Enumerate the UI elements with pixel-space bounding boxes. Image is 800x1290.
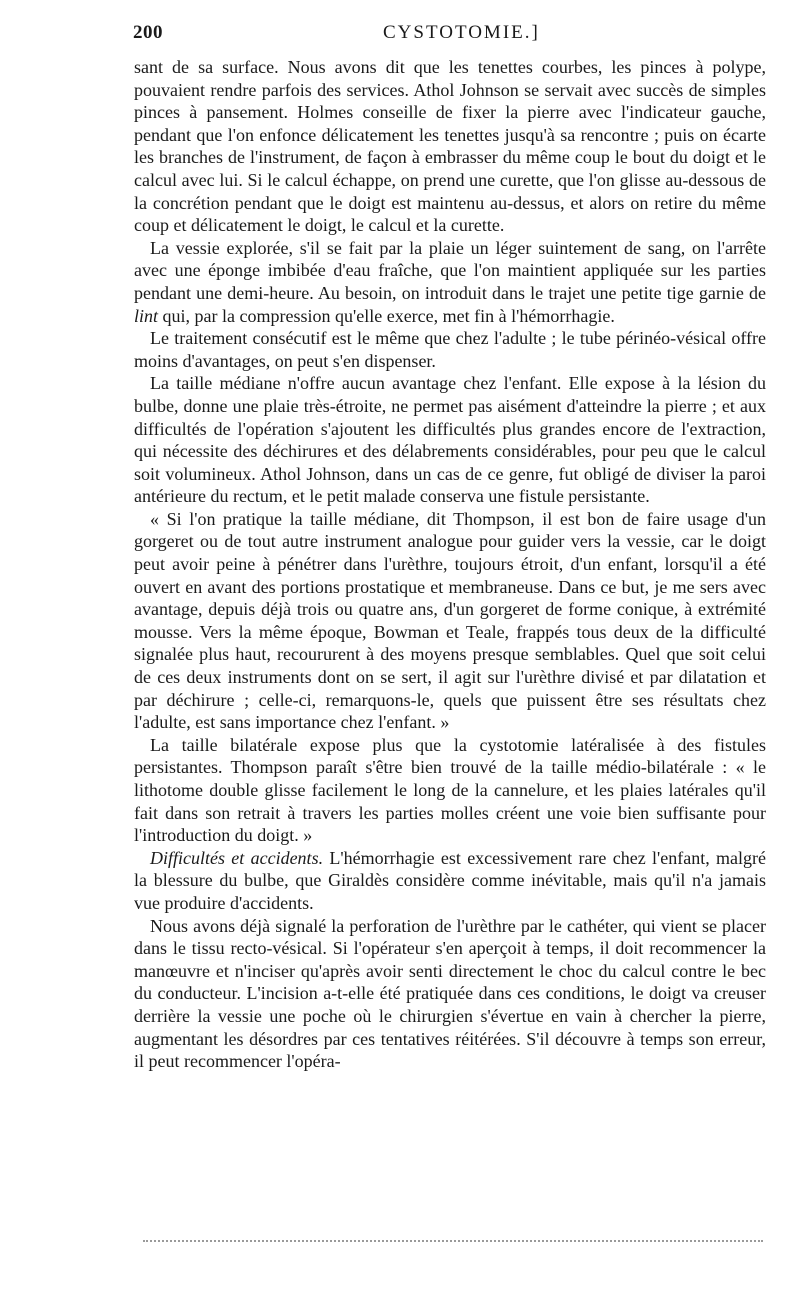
running-title: CYSTOTOMIE.] <box>383 22 540 43</box>
paragraph-text: La taille bilatérale expose plus que la cystotomie latéralisée à des fistules persistantes. Thompson paraît s'être bien trouvé de la taille médio-bilatérale : « le lithotome double glisse facilement le long de la cannelure, et les plaies latérales qu'il fait dans son retrait à travers les parties molles créent une voie bien suffisante pour l'introduction du doigt. » <box>134 734 766 846</box>
section-paragraph <box>134 847 766 915</box>
paragraph-text: L'hémorrhagie est excessivement rare chez l'enfant, malgré la blessure du bulbe, que Giraldès considère comme inévitable, mais qu'il n'a jamais vue produire d'accidents. <box>134 847 767 913</box>
paragraph-text: La vessie explorée, s'il se fait par la plaie un léger suintement de sang, on l'arrête avec une éponge imbibée d'eau fraîche, que l'on maintient appliquée sur les parties pendant une demi-heure. Au besoin, on introduit dans le trajet une petite tige garnie de <box>134 237 766 303</box>
paragraph <box>134 372 766 508</box>
paragraph <box>134 734 766 847</box>
page-number: 200 <box>133 22 163 43</box>
paragraph <box>134 237 766 327</box>
quotation-paragraph <box>134 508 766 734</box>
paragraph-text: Nous avons déjà signalé la perforation de l'urèthre par le cathéter, qui vient se placer dans le tissu recto-vésical. Si l'opérateur s'en aperçoit à temps, il doit recommencer la manœuvre et n'inciser qu'après avoir senti directement le choc du calcul contre le bec du conducteur. L'incision a-t-elle été pratiquée dans ces conditions, le doigt va creuser derrière la vessie une poche où le chirurgien s'évertue en vain à chercher la pierre, augmentant les désordres par ces tentatives réitérées. S'il découvre à temps son erreur, il peut recommencer l'opéra- <box>134 915 766 1072</box>
paragraph-text: Le traitement consécutif est le même que chez l'adulte ; le tube périnéo-vésical offre moins d'avantages, on peut s'en dispenser. <box>134 328 766 371</box>
paragraph <box>134 56 766 237</box>
paragraph-text: « Si l'on pratique la taille médiane, dit Thompson, il est bon de faire usage d'un gorgeret ou de tout autre instrument analogue pour guider vers la vessie, car le doigt peut avoir peine à pénétrer dans l'urèthre, toujours étroit, d'un enfant, lorsqu'il a été ouvert en avant des portions prostatique et membraneuse. Dans ce but, je me sers avec avantage, depuis déjà trois ou quatre ans, d'un gorgeret de forme conique, à extrémité mousse. Vers la même époque, Bowman et Teale, frappés tous deux de la difficulté signalée plus haut, recoururent à des moyens presque semblables. Quel que soit celui de ces deux instruments dont on se sert, il agit sur l'urèthre divisé et par dilatation et par déchirure ; celle-ci, remarquons-le, quels que puissent être ses résultats chez l'adulte, est sans importance chez l'enfant. » <box>134 508 766 733</box>
footer-rule <box>143 1240 763 1242</box>
paragraph <box>134 915 766 1073</box>
section-heading: Difficultés et accidents. <box>150 847 324 868</box>
italic-term: lint <box>134 305 159 326</box>
page-header <box>133 22 765 52</box>
paragraph <box>134 327 766 372</box>
body-text <box>134 56 766 1073</box>
paragraph-text: sant de sa surface. Nous avons dit que les tenettes courbes, les pinces à polype, pouvaient rendre parfois des services. Athol Johnson se servait avec succès de simples pinces à pansement. Holmes conseille de fixer la pierre avec l'indicateur gauche, pendant que l'on enfonce délicatement les tenettes jusqu'à sa rencontre ; puis on écarte les branches de l'instrument, de façon à embrasser du même coup le bout du doigt et le calcul avec lui. Si le calcul échappe, on prend une curette, que l'on glisse au-dessous de la concrétion pendant que le doigt est maintenu au-dessus, et alors on retire du même coup et délicatement le doigt, le calcul et la curette. <box>134 57 766 236</box>
paragraph-text: qui, par la compression qu'elle exerce, met fin à l'hémorrhagie. <box>158 305 615 326</box>
paragraph-text: La taille médiane n'offre aucun avantage chez l'enfant. Elle expose à la lésion du bulbe, donne une plaie très-étroite, ne permet pas aisément d'atteindre la pierre ; et aux difficultés de l'opération s'ajoutent les difficultés plus grandes encore de l'extraction, qui nécessite des déchirures et des délabrements considérables, pour peu que le calcul soit volumineux. Athol Johnson, dans un cas de ce genre, fut obligé de diviser la paroi antérieure du rectum, et le petit malade conserva une fistule persistante. <box>134 373 766 507</box>
